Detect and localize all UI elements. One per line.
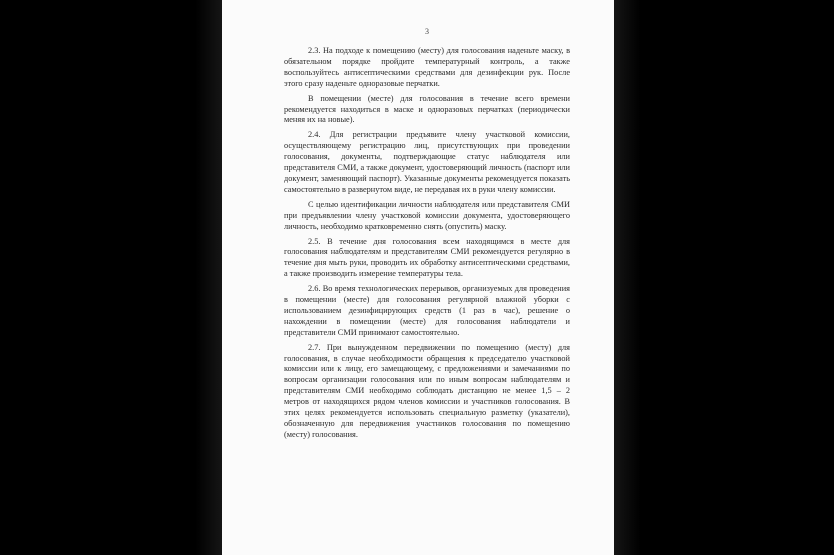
paragraph-2-3: 2.3. На подходе к помещению (месту) для голосования наденьте маску, в обязательном порядке пройдите температурный контроль, а также воспользуйтесь антисептическими средствами для дезинфекции рук. После этого сразу наденьте одноразовые перчатки. xyxy=(284,46,570,88)
paragraph-2-7: 2.7. При вынужденном передвижении по помещению (месту) для голосования, в случае необходимости обращения к председателю участковой комиссии или к лицу, его замещающему, с предложениями и замечаниями по вопросам организации голосования или по иным вопросам наблюдателям и представителям СМИ необходимо соблюдать дистанцию не менее 1,5 – 2 метров от находящихся рядом членов комиссии и участников голосования. В этих целях рекомендуется использовать специальную разметку (указатели), обозначенную для передвижения участников голосования по помещению (месту) голосования. xyxy=(284,342,570,439)
left-background xyxy=(0,0,222,555)
document-page xyxy=(222,0,614,555)
page-number: 3 xyxy=(425,27,429,36)
right-background xyxy=(614,0,834,555)
paragraph-2-4: 2.4. Для регистрации предъявите члену участковой комиссии, осуществляющему регистрацию лиц, присутствующих при проведении голосования, документы, подтверждающие статус наблюдателя или представителя СМИ, а также документ, удостоверяющий личность (паспорт или документ, заменяющий паспорт). Указанные документы рекомендуется показать самостоятельно в развернутом виде, не передавая их в руки члену комиссии. xyxy=(284,130,570,194)
document-content xyxy=(284,28,570,445)
paragraph-2-4-continued: С целью идентификации личности наблюдателя или представителя СМИ при предъявлении члену участковой комиссии документа, удостоверяющего личность, необходимо кратковременно снять (опустить) маску. xyxy=(284,199,570,231)
paragraph-2-6: 2.6. Во время технологических перерывов, организуемых для проведения в помещении (месте) для голосования регулярной влажной уборки с использованием дезинфицирующих средств (1 раз в час), решение о нахождении в помещении (месте) для голосования наблюдатели и представители СМИ принимают самостоятельно. xyxy=(284,284,570,337)
paragraph-2-5: 2.5. В течение дня голосования всем находящимся в месте для голосования наблюдателям и представителям СМИ рекомендуется регулярно в течение дня мыть руки, проводить их обработку антисептическими средствами, а также производить измерение температуры тела. xyxy=(284,236,570,279)
paragraph-2-3-continued: В помещении (месте) для голосования в течение всего времени рекомендуется находиться в маске и одноразовых перчатках (периодически меняя их на новые). xyxy=(284,93,570,125)
